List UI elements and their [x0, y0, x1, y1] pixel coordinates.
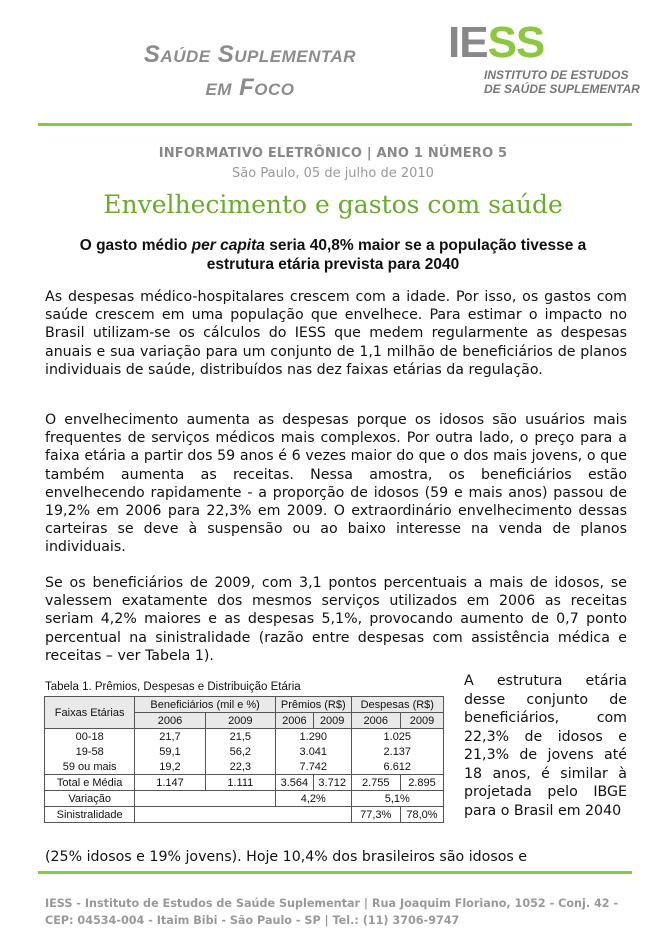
cell: 7.742	[275, 759, 351, 775]
header-year: 2006	[275, 713, 313, 729]
publication-title-line1: Saúde Suplementar	[143, 41, 357, 68]
subhead-part1: O gasto médio	[79, 237, 192, 254]
row-label: Variação	[45, 791, 135, 807]
header-divider	[38, 123, 632, 126]
table-row	[45, 744, 444, 759]
cell: 5,1%	[351, 791, 443, 807]
publication-title	[90, 38, 410, 104]
header-beneficiarios: Beneficiários (mil e %)	[135, 697, 276, 713]
table-row-sinistralidade	[45, 807, 444, 823]
cell: 6.612	[351, 759, 443, 775]
row-label: 59 ou mais	[45, 759, 135, 775]
header-year: 2009	[400, 713, 443, 729]
header-faixas: Faixas Etárias	[45, 697, 135, 729]
cell: 56,2	[205, 744, 275, 759]
article-headline: Envelhecimento e gastos com saúde	[103, 190, 563, 219]
subhead-italic: per capita	[191, 237, 265, 254]
cell: 3.564	[275, 775, 313, 791]
data-table	[44, 696, 444, 823]
footer	[45, 895, 635, 929]
footer-contact: CEP: 04534-004 - Itaim Bibi - São Paulo - SP | Tel.: (11) 3706-9747	[45, 914, 460, 927]
logo-letters-ss: SS	[487, 18, 545, 67]
subhead-part2: seria 40,8% maior se a população tivesse a estrutura etária prevista para 2040	[206, 237, 587, 273]
cell: 78,0%	[400, 807, 443, 823]
cell: 1.290	[275, 729, 351, 745]
cell-empty	[135, 807, 351, 823]
table-row	[45, 729, 444, 745]
issue-line: INFORMATIVO ELETRÔNICO | ANO 1 NÚMERO 5	[158, 146, 508, 161]
row-label: Total e Média	[45, 775, 135, 791]
row-label: 00-18	[45, 729, 135, 745]
cell: 21,7	[135, 729, 205, 745]
cell: 1.025	[351, 729, 443, 745]
cell: 2.755	[351, 775, 400, 791]
article-subhead	[60, 236, 606, 274]
logo-subtitle-line1: INSTITUTO DE ESTUDOS	[484, 68, 629, 82]
table-caption: Tabela 1. Prêmios, Despesas e Distribuição Etária	[45, 681, 301, 693]
header-year: 2009	[205, 713, 275, 729]
logo-letters-ie: IE	[448, 18, 488, 67]
header-year: 2006	[135, 713, 205, 729]
paragraph-4-tail: (25% idosos e 19% jovens). Hoje 10,4% dos brasileiros são idosos e	[45, 849, 528, 865]
cell: 22,3	[205, 759, 275, 775]
cell: 77,3%	[351, 807, 400, 823]
cell: 2.137	[351, 744, 443, 759]
paragraph-1: As despesas médico-hospitalares crescem com a idade. Por isso, os gastos com saúde crescem em uma população que envelhece. Para estimar o impacto no Brasil utilizam-se os cálculos do IESS que medem regularmente as despesas anuais e sua variação para um conjunto de 1,1 milhão de beneficiários de planos individuais de saúde, distribuídos nas dez faixas etárias da regulação.	[45, 289, 627, 378]
cell: 19,2	[135, 759, 205, 775]
paragraph-2: O envelhecimento aumenta as despesas porque os idosos são usuários mais frequentes de serviços médicos mais complexos. Por outra lado, o preço para a faixa etária a partir dos 59 anos é 6 vezes maior do que o dos mais jovens, o que também aumenta as receitas. Nessa amostra, os beneficiários estão envelhecendo rapidamente - a proporção de idosos (59 e mais anos) passou de 19,2% em 2006 para 22,3% em 2009. O extraordinário envelhecimento dessas carteiras se deve à suspensão ou ao baixo interesse na venda de planos individuais.	[45, 412, 627, 556]
cell: 2.895	[400, 775, 443, 791]
cell: 1.147	[135, 775, 205, 791]
logo-subtitle	[484, 68, 664, 96]
table-row	[45, 759, 444, 775]
header-premios: Prêmios (R$)	[275, 697, 351, 713]
cell: 21,5	[205, 729, 275, 745]
header-year: 2009	[313, 713, 351, 729]
paragraph-4-side: A estrutura etária desse conjunto de beneficiários, com 22,3% de idosos e 21,3% de jovens até 18 anos, é similar à projetada pelo IBGE para o Brasil em 2040	[464, 673, 627, 819]
cell: 4,2%	[275, 791, 351, 807]
cell: 1.111	[205, 775, 275, 791]
cell: 3.041	[275, 744, 351, 759]
cell: 59,1	[135, 744, 205, 759]
masthead	[0, 0, 666, 126]
footer-divider	[38, 871, 632, 874]
iess-logo	[448, 20, 544, 66]
table-row-total	[45, 775, 444, 791]
header-despesas: Despesas (R$)	[351, 697, 443, 713]
issue-date: São Paulo, 05 de julho de 2010	[232, 166, 434, 181]
logo-subtitle-line2: DE SAÚDE SUPLEMENTAR	[484, 82, 640, 96]
header-year: 2006	[351, 713, 400, 729]
row-label: Sinistralidade	[45, 807, 135, 823]
table-row-variacao	[45, 791, 444, 807]
footer-address: IESS - Instituto de Estudos de Saúde Suplementar | Rua Joaquim Floriano, 1052 - Conj. 42 -	[45, 897, 619, 910]
row-label: 19-58	[45, 744, 135, 759]
publication-title-line2: em Foco	[205, 74, 295, 101]
paragraph-3: Se os beneficiários de 2009, com 3,1 pontos percentuais a mais de idosos, se valessem exatamente dos mesmos serviços utilizados em 2006 as receitas seriam 4,2% maiores e as despesas 5,1%, provocando aumento de 0,7 ponto percentual na sinistralidade (razão entre despesas com assistência médica e receitas – ver Tabela 1).	[45, 575, 627, 664]
cell: 3.712	[313, 775, 351, 791]
cell-empty	[135, 791, 276, 807]
